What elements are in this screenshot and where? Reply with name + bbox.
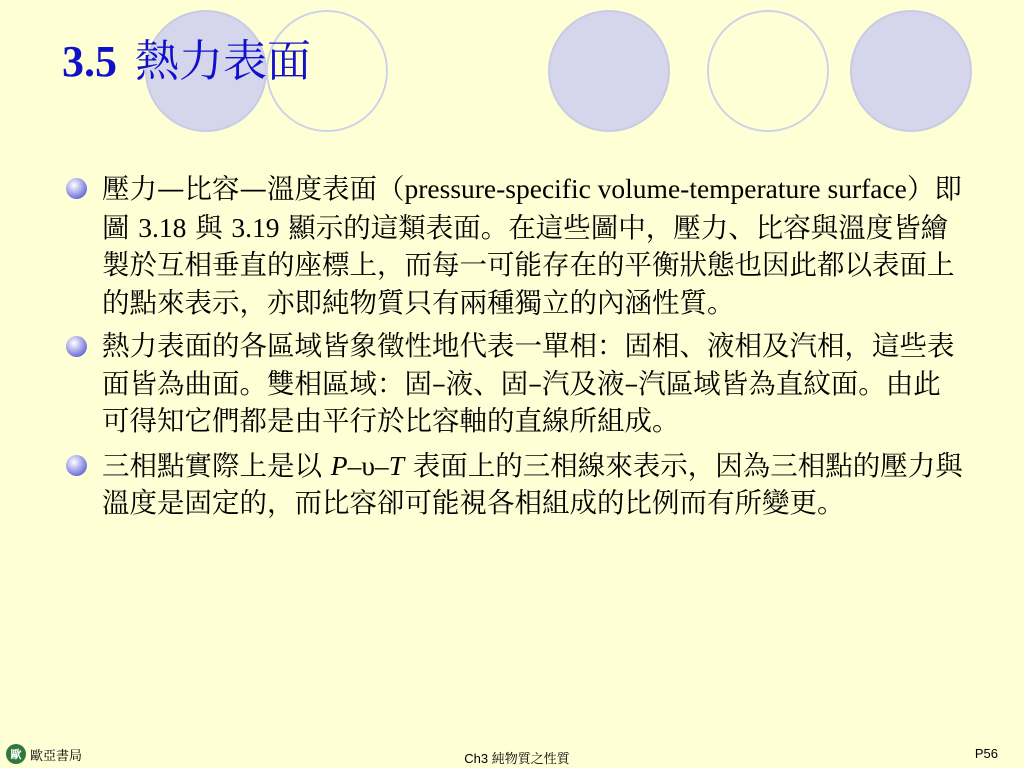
bullet-item [66,328,966,441]
bullet-text-segment: 三相點實際上是以 [102,449,331,482]
bullet-text-segment: –υ– [347,449,389,481]
section-number: 3.5 [62,37,117,86]
bullet-list [66,170,966,529]
bullet-item [66,447,966,523]
bullet-text-segment: pressure-specific volume-temperature surface [404,173,907,204]
bullet-text [102,447,966,523]
bullet-icon [66,178,87,199]
slide-footer [0,742,1024,768]
bullet-text-segment: 3.18 [138,211,187,243]
page-number: P56 [974,746,998,761]
bullet-text [102,328,966,441]
bullet-text-segment: 與 [186,211,232,244]
decorative-circle-filled [548,10,670,132]
bullet-text-segment: 3.19 [231,211,280,243]
bullet-text [102,170,966,322]
bullet-text-segment: 熱力表面的各區域皆象徵性地代表一單相：固相、液相及汽相，這些表面皆為曲面。雙相區域：固–液、固–汽及液–汽區域皆為直紋面。由此可得知它們都是由平行於比容軸的直線所組成。 [102,330,955,437]
publisher-name: 歐亞書局 [30,747,83,763]
bullet-text-segment: 表面上的三相線來表示，因為三相點的壓力與溫度是固定的，而比容卻可能視各相組成的比例而有所變更。 [102,449,963,519]
slide-title [62,38,311,86]
bullet-icon [66,455,87,476]
section-title: 熱力表面 [135,36,311,87]
bullet-icon [66,336,87,357]
chapter-label: Ch3 純物質之性質 [464,751,570,766]
publisher-logo-icon: 歐 [6,744,26,764]
decorative-circle-filled [850,10,972,132]
bullet-text-segment: ）即圖 [102,173,962,244]
bullet-text-segment: 顯示的這類表面。在這些圖中，壓力、比容與溫度皆繪製於互相垂直的座標上，而每一可能存在的平衡狀態也因此都以表面上的點來表示，亦即純物質只有兩種獨立的內涵性質。 [102,211,955,319]
bullet-text-segment: T [388,449,404,481]
bullet-text-segment: 壓力—比容—溫度表面（ [102,173,405,205]
decorative-circle-outline [707,10,829,132]
bullet-text-segment: P [330,449,348,481]
bullet-item [66,170,966,322]
